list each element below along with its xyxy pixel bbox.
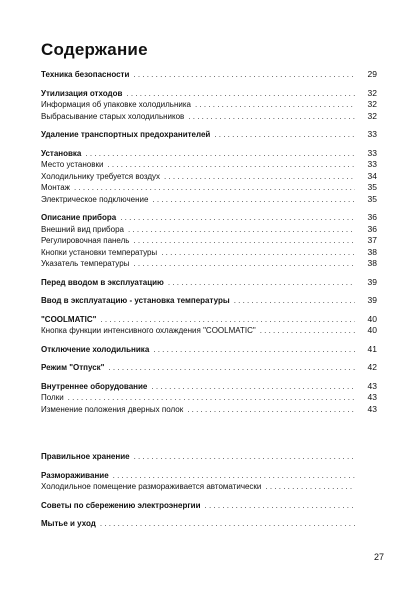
toc-entry-label: Установка [41,148,82,158]
dot-leader [133,69,355,81]
toc-entry-row[interactable] [41,171,377,183]
dot-leader [128,224,355,236]
toc-entry-page: 32 [367,99,377,109]
section-gap [41,374,377,381]
toc-entry-label: Техника безопасности [41,70,130,79]
toc-heading-row[interactable] [41,129,377,141]
toc-entry-page: 40 [367,313,377,324]
toc-entry-label: Ввод в эксплуатацию - установка температуры [41,296,230,305]
dot-leader [164,171,355,183]
toc-entry-page: 33 [367,159,377,169]
toc-entry-row[interactable] [41,159,377,171]
toc-entry-row[interactable] [41,404,377,416]
dot-leader [260,325,355,337]
toc-entry-page: 41 [367,343,377,354]
toc-entry-row[interactable] [41,182,377,194]
toc-heading-row[interactable] [41,381,377,393]
page-number: 27 [373,552,384,562]
dot-leader [100,518,355,530]
toc-entry-row[interactable] [41,481,377,493]
toc-entry-label: Внутреннее оборудование [41,381,148,391]
toc-entry-row[interactable] [41,111,377,123]
section-gap [41,270,377,277]
dot-leader [234,295,355,307]
toc-entry-page: 32 [367,87,377,98]
toc-heading-row[interactable] [41,344,377,356]
toc-entry-page: 39 [367,295,377,305]
dot-leader [68,392,355,404]
dot-leader [161,247,355,259]
toc-heading-row[interactable] [41,277,377,289]
toc-entry-row[interactable] [41,194,377,206]
dot-leader [113,470,355,482]
toc-heading-row[interactable] [41,212,377,224]
toc-entry-label: Правильное хранение [41,452,130,461]
dot-leader [205,500,355,512]
section-gap [41,81,377,88]
toc-entry-row[interactable] [41,224,377,236]
section-gap [41,493,377,500]
toc-entry-label: Указатель температуры [41,259,130,268]
toc-heading-row[interactable] [41,314,377,326]
toc-entry-label: Режим "Отпуск" [41,363,105,372]
toc-heading-row[interactable] [41,148,377,160]
dot-leader [126,88,355,100]
toc-upper-list [41,69,377,415]
dot-leader [214,129,355,141]
dot-leader [74,182,355,194]
section-gap [41,511,377,518]
toc-entry-label: Регулировочная панель [41,236,130,245]
toc-entry-row[interactable] [41,247,377,259]
toc-entry-label: Электрическое подключение [41,194,149,204]
dot-leader [108,362,355,374]
toc-entry-label: Полки [41,393,64,402]
toc-entry-label: Размораживание [41,470,109,480]
toc-entry-label: Кнопки установки температуры [41,247,158,257]
toc-entry-page: 33 [367,147,377,158]
toc-entry-label: Описание прибора [41,213,117,222]
toc-lower-list [41,451,377,530]
toc-entry-page: 40 [367,325,377,335]
dot-leader [107,159,355,171]
toc-entry-row[interactable] [41,258,377,270]
dot-leader [120,212,355,224]
section-gap [41,288,377,295]
section-gap [41,141,377,148]
dot-leader [152,194,355,206]
toc-entry-page: 32 [367,110,377,121]
toc-entry-page: 38 [367,246,377,257]
toc-entry-page: 37 [367,235,377,245]
toc-entry-row[interactable] [41,392,377,404]
toc-entry-page: 39 [367,276,377,287]
section-gap [41,122,377,129]
toc-heading-row[interactable] [41,470,377,482]
toc-entry-label: Советы по сбережению электроэнергии [41,500,201,510]
dot-leader [168,277,355,289]
toc-entry-page: 43 [367,403,377,414]
toc-page [41,40,377,530]
dot-leader [134,451,355,463]
toc-entry-row[interactable] [41,235,377,247]
toc-heading-row[interactable] [41,69,377,81]
toc-heading-row[interactable] [41,88,377,100]
toc-entry-label: "COOLMATIC" [41,314,97,324]
toc-entry-page: 38 [367,258,377,268]
toc-entry-page: 36 [367,212,377,222]
toc-entry-label: Мытье и уход [41,519,96,528]
toc-entry-row[interactable] [41,99,377,111]
toc-heading-row[interactable] [41,295,377,307]
toc-entry-label: Холодильнику требуется воздух [41,171,161,181]
dot-leader [195,99,355,111]
toc-entry-label: Перед вводом в эксплуатацию [41,277,164,287]
section-gap [41,307,377,314]
toc-heading-row[interactable] [41,500,377,512]
toc-entry-page: 43 [367,392,377,402]
toc-entry-page: 34 [367,170,377,181]
dot-leader [265,481,355,493]
dot-leader [133,258,355,270]
dot-leader [133,235,355,247]
section-gap [41,337,377,344]
toc-entry-label: Информация об упаковке холодильника [41,100,191,109]
toc-entry-label: Изменение положения дверных полок [41,404,184,414]
toc-heading-row[interactable] [41,518,377,530]
section-gap [41,355,377,362]
toc-entry-page: 35 [367,193,377,204]
toc-entry-label: Отключение холодильника [41,344,150,354]
toc-entry-label: Утилизация отходов [41,88,123,98]
dot-leader [85,148,355,160]
toc-entry-label: Холодильное помещение размораживается автоматически [41,482,262,491]
toc-entry-page: 43 [367,380,377,391]
toc-entry-label: Удаление транспортных предохранителей [41,130,211,139]
dot-leader [153,344,355,356]
toc-entry-row[interactable] [41,325,377,337]
dot-leader [100,314,355,326]
toc-entry-label: Монтаж [41,183,70,192]
dot-leader [151,381,355,393]
section-gap [41,463,377,470]
toc-entry-page: 29 [367,69,377,79]
toc-entry-page: 42 [367,362,377,372]
toc-entry-label: Внешний вид прибора [41,224,124,234]
toc-entry-page: 33 [367,129,377,139]
toc-entry-page: 35 [367,182,377,192]
toc-gap [41,415,377,451]
toc-entry-page: 36 [367,223,377,234]
page-title: Содержание [41,40,148,59]
toc-entry-label: Выбрасывание старых холодильников [41,111,185,121]
dot-leader [187,404,355,416]
toc-heading-row[interactable] [41,451,377,463]
toc-entry-label: Кнопка функции интенсивного охлаждения "COOLMATIC" [41,326,256,335]
dot-leader [188,111,355,123]
section-gap [41,205,377,212]
toc-heading-row[interactable] [41,362,377,374]
toc-entry-label: Место установки [41,160,104,169]
